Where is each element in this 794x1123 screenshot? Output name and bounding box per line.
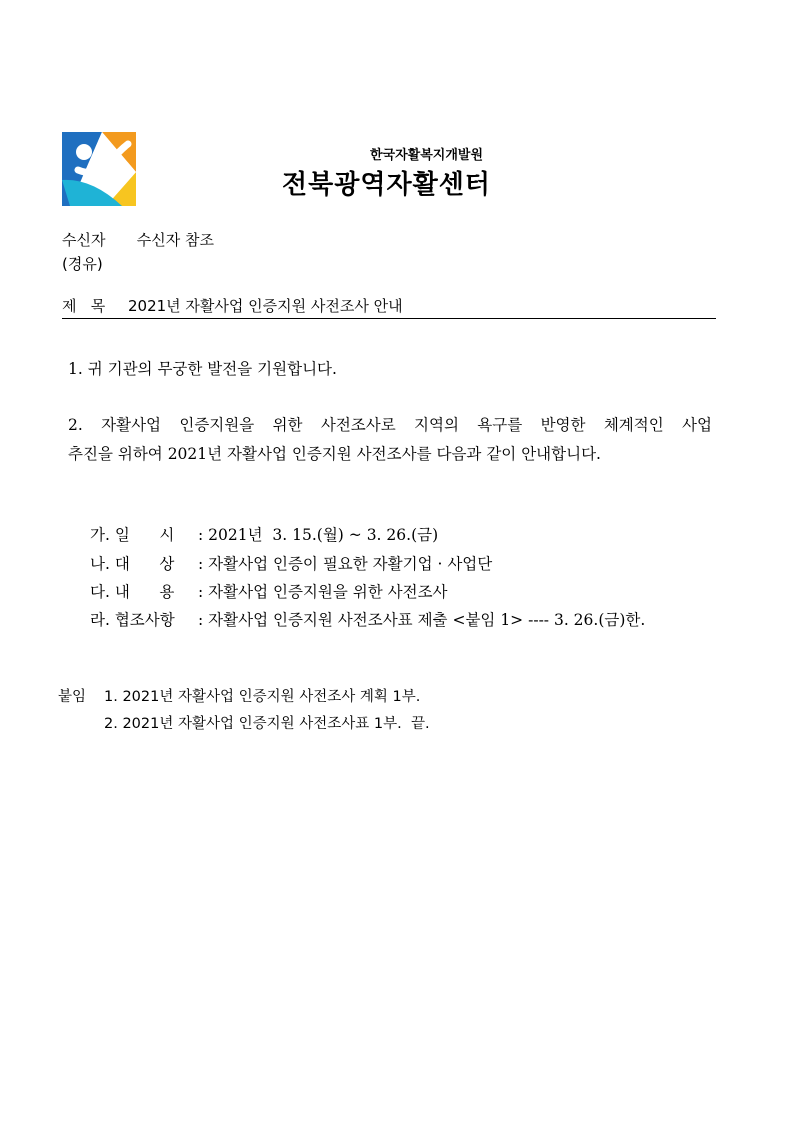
- item-row: [90, 608, 645, 630]
- recipient-value: 수신자 참조: [136, 231, 214, 249]
- paragraph-1: 1. 귀 기관의 무궁한 발전을 기원합니다.: [68, 360, 337, 378]
- item-row: [90, 552, 492, 574]
- paragraph-2-line-1: 2. 자활사업 인증지원을 위한 사전조사로 지역의 욕구를 반영한 체계적인 사업: [68, 416, 712, 434]
- item-key: 가. 일 시: [90, 526, 175, 544]
- item-key: 다. 내 용: [90, 583, 175, 601]
- via-label: (경유): [62, 255, 103, 273]
- subject-value: 2021년 자활사업 인증지원 사전조사 안내: [128, 297, 403, 315]
- recipient-row: [62, 229, 214, 250]
- subject-row: [62, 295, 403, 316]
- attachments-label: 붙임: [58, 689, 87, 705]
- center-logo: [62, 132, 136, 206]
- org-title: 전북광역자활센터: [282, 170, 491, 200]
- item-row: [90, 523, 438, 545]
- item-value: : 자활사업 인증지원을 위한 사전조사: [198, 583, 448, 601]
- attachment-item: 1. 2021년 자활사업 인증지원 사전조사 계획 1부.: [104, 689, 421, 705]
- item-value: : 자활사업 인증이 필요한 자활기업 · 사업단: [198, 555, 493, 573]
- attachment-item: 2. 2021년 자활사업 인증지원 사전조사표 1부. 끝.: [104, 716, 430, 732]
- paragraph-2-line-2: 추진을 위하여 2021년 자활사업 인증지원 사전조사를 다음과 같이 안내합니다.: [68, 445, 601, 463]
- item-key: 라. 협조사항: [90, 611, 175, 629]
- recipient-label: 수신자: [62, 231, 106, 249]
- subject-label: 제 목: [62, 297, 106, 315]
- item-key: 나. 대 상: [90, 555, 175, 573]
- item-value: : 자활사업 인증지원 사전조사표 제출 <붙임 1> ---- 3. 26.(금)한.: [198, 611, 646, 629]
- item-value: : 2021년 3. 15.(월) ~ 3. 26.(금): [198, 526, 439, 544]
- org-subtitle: 한국자활복지개발원: [370, 148, 484, 163]
- subject-divider: [62, 318, 716, 319]
- item-row: [90, 580, 448, 602]
